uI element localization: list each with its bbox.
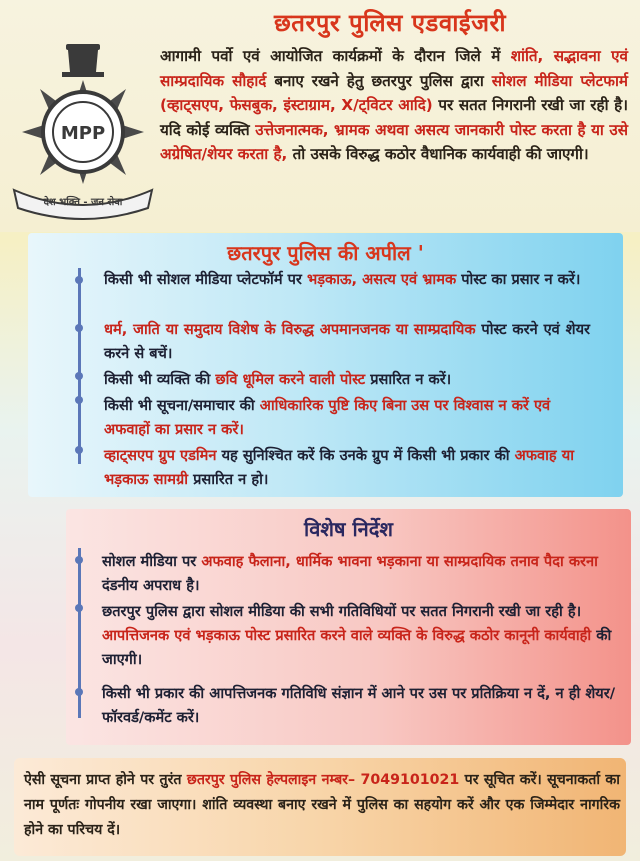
appeal-item-4: किसी भी सूचना/समाचार की आधिकारिक पुष्टि किए बिना उस पर विश्वास न करें एवं अफवाहों का प्रसार न करें। bbox=[104, 397, 551, 438]
mp-police-emblem-icon bbox=[10, 42, 156, 220]
intro-text: आगामी पर्वो एवं आयोजित कार्यक्रमों के दौरान जिले में bbox=[160, 47, 511, 65]
special-item-1: सोशल मीडिया पर अफवाह फैलाना, धार्मिक भावना भड़काना या साम्प्रदायिक तनाव पैदा करना दंडनीय अपराध है। bbox=[102, 553, 598, 594]
bullet-dot bbox=[75, 372, 83, 380]
appeal-item-5: व्हाट्सएप ग्रुप एडमिन यह सुनिश्चित करें कि उनके ग्रुप में किसी भी प्रकार की अफवाह या भड़काऊ सामग्री प्रसारित न हो। bbox=[104, 447, 575, 488]
page-title: छतरपुर पुलिस एडवाईजरी bbox=[273, 9, 507, 37]
intro-text: बनाए रखने हेतु छतरपुर पुलिस द्वारा bbox=[266, 71, 492, 90]
appeal-heading: छतरपुर पुलिस की अपील ' bbox=[227, 241, 424, 265]
special-item-3: किसी भी प्रकार की आपत्तिजनक गतिविधि संज्ञान में आने पर उस पर प्रतिक्रिया न दें, न ही शेयर/फॉरवर्ड/कमेंट करें। bbox=[102, 685, 616, 726]
bullet-line bbox=[78, 268, 81, 464]
bullet-dot bbox=[75, 556, 83, 564]
bullet-dot bbox=[75, 324, 83, 332]
intro-highlight: शांति, सद्भावना एवं साम्प्रदायिक सौहार्द bbox=[160, 47, 629, 90]
helpline-number: छतरपुर पुलिस हेल्पलाइन नम्बर– 7049101021 bbox=[186, 772, 460, 788]
special-heading: विशेष निर्देश bbox=[304, 517, 393, 541]
appeal-item-2: धर्म, जाति या समुदाय विशेष के विरुद्ध अपमानजनक या साम्प्रदायिक पोस्ट करने एवं शेयर करने से बचें। bbox=[104, 321, 590, 362]
emblem-motto: देश भक्ति - जन सेवा bbox=[43, 197, 123, 208]
intro-text: पर सतत निगरानी रखी जा रही है। यदि कोई व्यक्ति bbox=[160, 96, 628, 139]
intro-text: तो उसके विरुद्ध कठोर वैधानिक कार्यवाही की जाएगी। bbox=[287, 145, 589, 163]
footer-text: ऐसी सूचना प्राप्त होने पर तुरंत छतरपुर पुलिस हेल्पलाइन नम्बर– 7049101021 पर सूचित करें। सूचनाकर्ता का नाम पूर्णतः गोपनीय रखा जाएगा। शांति व्यवस्था बनाए रखने में पुलिस का सहयोग करें और एक जिम्मेदार नागरिक होने का परिचय दें। bbox=[24, 772, 620, 838]
intro-paragraph bbox=[160, 44, 628, 167]
bullet-dot bbox=[75, 396, 83, 404]
bullet-dot bbox=[75, 446, 83, 454]
special-item-2: छतरपुर पुलिस द्वारा सोशल मीडिया की सभी गतिविधियों पर सतत निगरानी रखी जा रही है। आपत्तिजनक एवं भड़काऊ पोस्ट प्रसारित करने वाले व्यक्ति के विरुद्ध कठोर कानूनी कार्यवाही की जाएगी। bbox=[102, 603, 612, 668]
appeal-item-3: किसी भी व्यक्ति की छवि धूमिल करने वाली पोस्ट प्रसारित न करें। bbox=[104, 371, 452, 388]
bullet-dot bbox=[75, 604, 83, 612]
intro-highlight: सोशल मीडिया प्लेटफार्म (व्हाट्सएप, फेसबुक, इंस्टाग्राम, X/ट्विटर आदि) bbox=[160, 71, 628, 114]
bullet-dot bbox=[75, 276, 83, 284]
bullet-dot bbox=[75, 688, 83, 696]
appeal-item-1: किसी भी सोशल मीडिया प्लेटफॉर्म पर भड़काऊ, असत्य एवं भ्रामक पोस्ट का प्रसार न करें। bbox=[104, 271, 581, 288]
emblem-monogram: MPP bbox=[60, 123, 106, 144]
intro-highlight: उत्तेजनात्मक, भ्रामक अथवा असत्य जानकारी पोस्ट करता है या उसे अग्रेषित/शेयर करता है, bbox=[160, 120, 628, 163]
